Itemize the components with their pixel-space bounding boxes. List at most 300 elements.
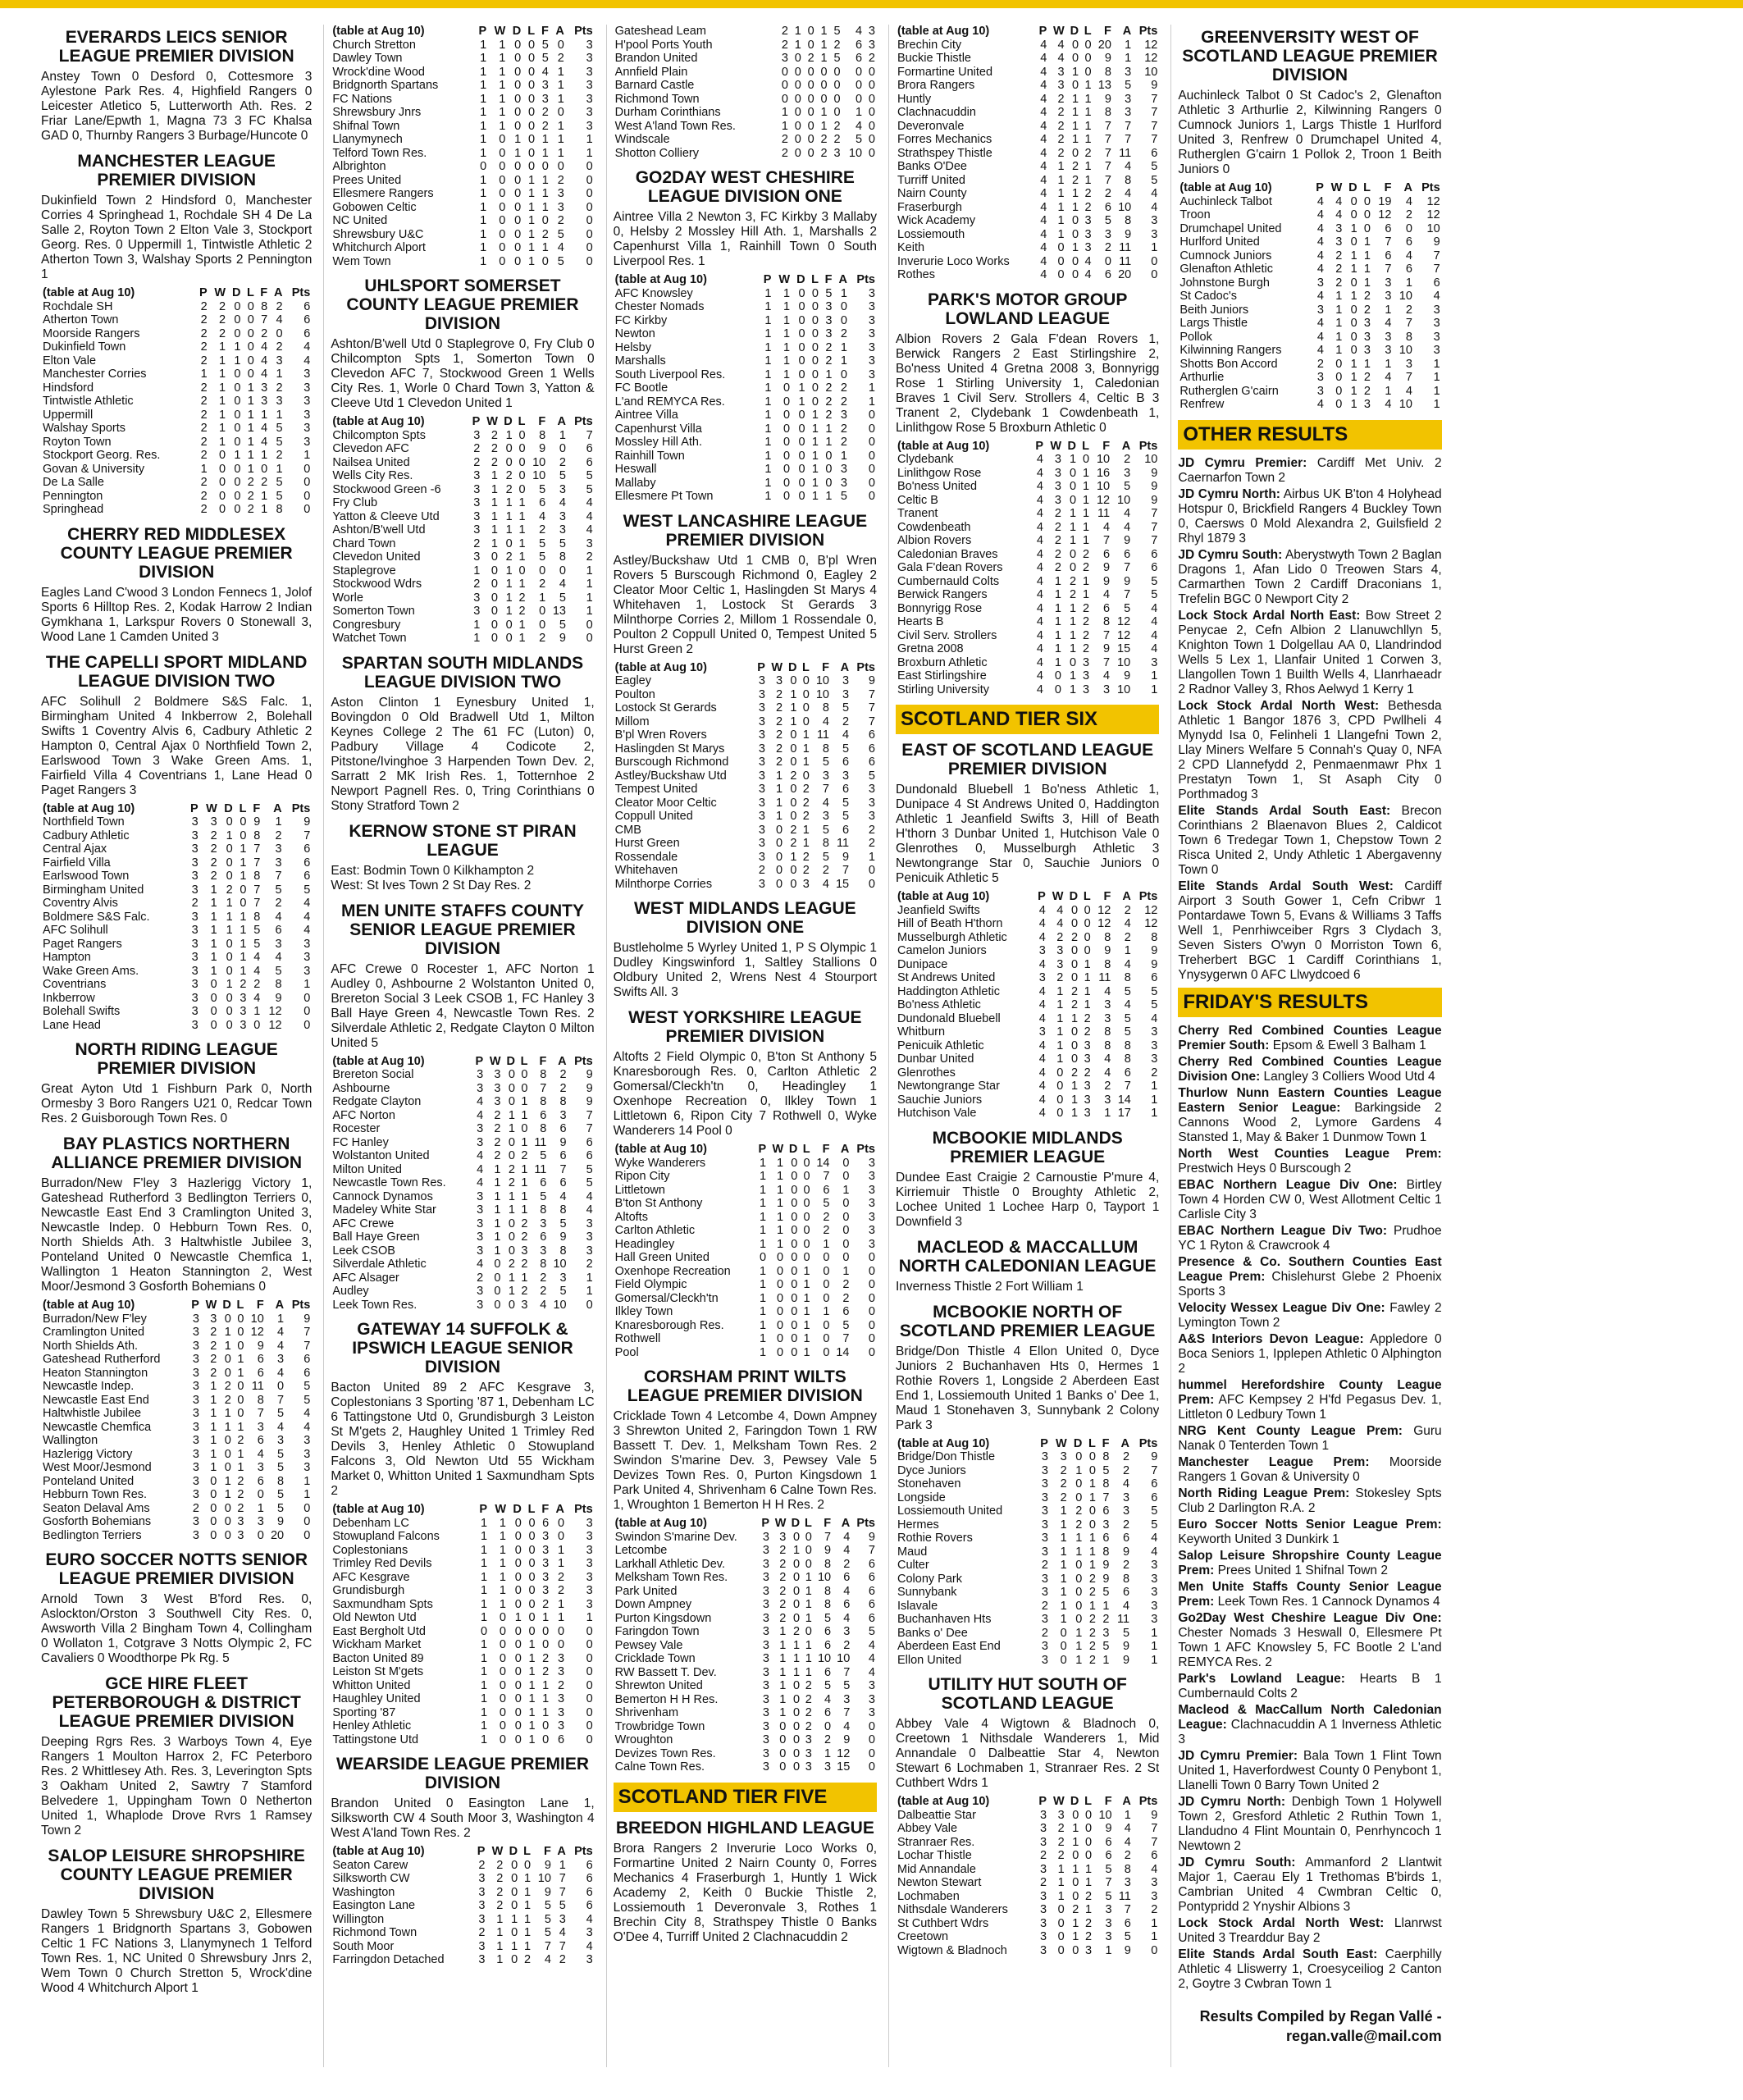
stat-cell: 1: [1057, 1889, 1065, 1903]
stat-cell: 0: [226, 1018, 233, 1032]
stat-cell: 6: [824, 1706, 832, 1719]
stat-cell: 0: [1057, 1903, 1065, 1916]
stat-cell: 3: [1151, 1039, 1158, 1052]
table-header-cell: L: [1088, 1436, 1096, 1450]
stat-cell: 2: [1405, 208, 1412, 221]
stat-cell: 2: [494, 1108, 501, 1122]
table-row: [896, 521, 1159, 535]
league-section: [896, 1675, 1159, 1957]
stat-cell: 2: [1070, 1066, 1079, 1080]
stat-cell: 5: [277, 1447, 285, 1461]
stat-cell: 0: [303, 1528, 311, 1542]
team-name: West Moor/Jesmond: [43, 1461, 152, 1474]
stat-cell: 6: [1433, 276, 1440, 290]
stat-cell: 0: [257, 1488, 264, 1501]
team-name: Bemerton H H Res.: [614, 1692, 719, 1706]
team-name: Littletown: [614, 1183, 665, 1197]
stat-cell: 4: [1151, 1545, 1158, 1559]
league-section: [331, 276, 594, 646]
league-title: GCE HIRE FLEET PETERBOROUGH & DISTRICT LEAGUE PREMIER DIVISION: [52, 1674, 301, 1731]
stat-cell: 7: [1124, 1903, 1131, 1916]
stat-cell: 3: [758, 728, 765, 742]
table-header-cell: D: [512, 25, 522, 38]
team-name: Lochar Thistle: [897, 1849, 972, 1862]
stat-cell: 5: [1124, 1011, 1131, 1025]
stat-cell: 1: [1335, 330, 1343, 344]
stat-cell: 8: [822, 837, 829, 850]
team-name: Dunbar United: [897, 1052, 974, 1066]
stat-cell: 7: [586, 428, 593, 442]
table-header-cell: (table at Aug 10): [43, 1299, 135, 1312]
stat-cell: 1: [803, 1345, 810, 1359]
table-header-cell: A: [557, 1845, 566, 1858]
stat-cell: 3: [1124, 1876, 1131, 1889]
stat-cell: 5: [842, 742, 850, 756]
stat-cell: 1: [1056, 998, 1064, 1011]
table-row: [331, 1652, 594, 1666]
stat-cell: 13: [552, 605, 566, 618]
table-row: [896, 1066, 1159, 1080]
team-name: Hurst Green: [614, 837, 680, 850]
table-row: [614, 756, 877, 769]
table-row: [614, 1531, 877, 1545]
league-results: Inverness Thistle 2 Fort William 1: [896, 1279, 1084, 1294]
stat-cell: 0: [1363, 194, 1371, 208]
stat-cell: 11: [837, 837, 850, 850]
stat-cell: 2: [776, 742, 783, 756]
stat-cell: 2: [200, 354, 208, 368]
stat-cell: 0: [499, 133, 506, 146]
stat-cell: 4: [843, 1530, 851, 1544]
stat-cell: 3: [758, 701, 765, 714]
section-banner: SCOTLAND TIER SIX: [896, 705, 1159, 734]
stat-cell: 2: [276, 449, 283, 462]
league-title: GREENVERSITY WEST OF SCOTLAND LEAGUE PREMIER DIVISION: [1182, 28, 1438, 84]
table-row: [614, 1612, 877, 1626]
team-name: Colony Park: [897, 1572, 962, 1586]
stat-cell: 0: [791, 1318, 798, 1332]
stat-cell: 1: [1335, 303, 1343, 317]
competition-name: Manchester League Prem:: [1178, 1454, 1370, 1469]
team-name: Carlton Athletic: [614, 1224, 696, 1237]
stat-cell: 11: [1119, 146, 1132, 160]
stat-cell: 3: [521, 1298, 528, 1312]
stat-cell: 0: [777, 1291, 784, 1305]
stat-cell: 3: [1056, 944, 1064, 957]
stat-cell: 5: [825, 286, 833, 300]
table-row: [896, 1464, 1159, 1478]
table-header-cell: Pts: [856, 1517, 875, 1530]
stat-cell: 1: [783, 300, 791, 313]
stat-cell: 3: [192, 1488, 199, 1501]
stat-cell: 2: [1088, 1626, 1096, 1640]
table-row: [1178, 317, 1441, 331]
stat-cell: 0: [508, 1149, 515, 1162]
stat-cell: 1: [480, 214, 487, 227]
stat-cell: 1: [1060, 1572, 1067, 1586]
stat-cell: 2: [541, 227, 549, 241]
stat-cell: 1: [491, 496, 498, 509]
stat-cell: 4: [1036, 682, 1043, 696]
league-section: [614, 168, 877, 504]
team-name: Ripon City: [614, 1170, 670, 1183]
stat-cell: 1: [760, 1170, 767, 1183]
stat-cell: 0: [790, 783, 797, 796]
stat-cell: 0: [823, 1251, 830, 1264]
stat-cell: 0: [226, 815, 233, 829]
stat-cell: 9: [544, 1885, 551, 1899]
stat-cell: 0: [523, 1858, 532, 1872]
stat-cell: 2: [200, 326, 208, 340]
stat-cell: 2: [261, 476, 268, 489]
table-header-cell: F: [1103, 890, 1111, 903]
stat-cell: 0: [794, 119, 801, 133]
stat-cell: 13: [1097, 79, 1111, 92]
stat-cell: 7: [544, 1939, 551, 1953]
stat-cell: 5: [1124, 1930, 1131, 1943]
stat-cell: 0: [505, 442, 513, 455]
stat-cell: 9: [868, 1530, 875, 1544]
stat-cell: 9: [1124, 1943, 1131, 1957]
table-row: [614, 1706, 877, 1720]
table-row: [41, 1475, 312, 1489]
stat-cell: 0: [803, 1197, 810, 1210]
stat-cell: 3: [843, 1625, 851, 1638]
stat-cell: 0: [868, 1719, 875, 1733]
stat-cell: 0: [868, 92, 875, 106]
team-name: Nithsdale Wanderers: [897, 1903, 1008, 1916]
stat-cell: 1: [240, 964, 247, 978]
table-row: [896, 39, 1159, 52]
stat-cell: 0: [527, 146, 536, 160]
stat-cell: 2: [192, 1501, 199, 1515]
team-name: Old Newton Utd: [332, 1611, 417, 1624]
table-row: [614, 688, 877, 702]
stat-cell: 0: [807, 79, 814, 92]
stat-cell: 4: [1125, 160, 1132, 173]
stat-cell: 1: [1105, 1943, 1112, 1957]
stat-cell: 1: [1075, 1545, 1083, 1559]
stat-cell: 3: [276, 395, 283, 408]
table-row: [1178, 195, 1441, 209]
team-name: Wick Academy: [897, 214, 976, 227]
stat-cell: 1: [226, 924, 233, 937]
table-row: [896, 561, 1159, 575]
stat-cell: 2: [1060, 1477, 1067, 1491]
stat-cell: 7: [1104, 119, 1111, 133]
stat-cell: 6: [559, 1149, 567, 1162]
stat-cell: 0: [224, 1353, 231, 1366]
stat-cell: 0: [226, 991, 233, 1005]
team-name: Beith Juniors: [1179, 303, 1249, 317]
stat-cell: 1: [499, 1597, 506, 1611]
stat-cell: 2: [247, 503, 254, 516]
table-header-cell: A: [1122, 890, 1131, 903]
stat-cell: 0: [1060, 1626, 1067, 1640]
stat-cell: 3: [1105, 1930, 1112, 1943]
team-name: B'pl Wren Rovers: [614, 728, 707, 742]
team-name: Park United: [614, 1584, 678, 1598]
stat-cell: 1: [557, 146, 564, 160]
team-name: Walshay Sports: [43, 422, 125, 435]
table-row: [896, 1836, 1159, 1850]
table-row: [896, 1052, 1159, 1066]
team-name: Wolstanton United: [332, 1149, 430, 1162]
stat-cell: 0: [528, 1543, 536, 1557]
stat-cell: 1: [586, 591, 593, 605]
stat-cell: 3: [477, 1122, 484, 1135]
stat-cell: 1: [224, 1407, 231, 1420]
table-row: [614, 769, 877, 783]
stat-cell: 9: [1151, 466, 1158, 480]
stat-cell: 0: [798, 327, 805, 340]
stat-cell: 7: [1151, 520, 1158, 534]
stat-cell: 1: [1082, 493, 1090, 507]
stat-cell: 1: [1088, 1545, 1096, 1559]
table-header-cell: Pts: [574, 25, 593, 38]
stat-cell: 3: [805, 1760, 812, 1774]
stat-cell: 0: [783, 436, 791, 449]
results-item: [1178, 1672, 1441, 1701]
competition-name: Salop Leisure Shropshire County League Prem:: [1178, 1548, 1442, 1577]
stat-cell: 1: [219, 381, 226, 395]
stat-cell: 2: [1082, 601, 1090, 615]
stat-cell: 0: [807, 146, 814, 160]
table-row: [896, 1545, 1159, 1559]
stat-cell: 2: [1075, 1518, 1083, 1532]
table-row: [614, 1238, 877, 1252]
stat-cell: 0: [276, 326, 283, 340]
stat-cell: 0: [792, 1733, 801, 1746]
results-item: [1178, 1086, 1441, 1145]
table-row: [41, 395, 312, 409]
stat-cell: 3: [303, 1461, 311, 1474]
stat-cell: 2: [1057, 133, 1065, 146]
stat-cell: 1: [1070, 1011, 1079, 1025]
stat-cell: 3: [868, 340, 875, 354]
stat-cell: 3: [1105, 1903, 1112, 1916]
stat-cell: 1: [764, 409, 772, 422]
team-name: Devizes Town Res.: [614, 1746, 716, 1760]
table-row: [331, 1886, 594, 1900]
team-name: Bridge/Don Thistle: [897, 1450, 996, 1463]
team-name: Dawley Town: [332, 52, 403, 65]
stat-cell: 1: [527, 241, 536, 254]
table-header-row: [331, 1055, 594, 1069]
league-section: [331, 902, 594, 1312]
stat-cell: 0: [1104, 254, 1111, 268]
stat-cell: 4: [1056, 903, 1064, 917]
table-row: [331, 93, 594, 107]
stat-cell: 4: [1036, 615, 1043, 628]
stat-cell: 1: [542, 1611, 550, 1624]
stat-cell: 8: [253, 829, 261, 842]
team-name: Newtongrange Star: [897, 1080, 1000, 1093]
stat-cell: 4: [1316, 194, 1324, 208]
stat-cell: 1: [480, 133, 487, 146]
stat-cell: 4: [1036, 466, 1043, 480]
stat-cell: 1: [542, 1678, 550, 1692]
stat-cell: 3: [840, 409, 847, 422]
team-name: Linlithgow Rose: [897, 466, 982, 480]
team-name: Central Ajax: [43, 842, 107, 856]
stat-cell: 1: [480, 1584, 488, 1597]
stat-cell: 1: [1069, 628, 1077, 642]
stat-cell: 0: [499, 227, 506, 241]
stat-cell: 0: [798, 409, 805, 422]
table-header-cell: (table at Aug 10): [897, 1795, 990, 1808]
stat-cell: 0: [514, 106, 522, 119]
stat-cell: 1: [794, 25, 801, 38]
stat-cell: 4: [1124, 957, 1131, 971]
stat-cell: 0: [234, 395, 241, 408]
stat-cell: 3: [1038, 944, 1046, 957]
stat-cell: 1: [1363, 357, 1371, 371]
stat-cell: 2: [1088, 1640, 1096, 1653]
team-name: East Bergholt Utd: [332, 1624, 426, 1638]
stat-cell: 2: [868, 823, 875, 837]
stat-cell: 0: [514, 200, 522, 214]
stat-cell: 5: [277, 1407, 285, 1420]
competition-name: Park's Lowland League:: [1178, 1671, 1345, 1686]
results-item: [1178, 1178, 1441, 1222]
table-header-row: [331, 1503, 594, 1517]
table-header-cell: F: [541, 25, 549, 38]
stat-cell: 1: [803, 1291, 810, 1305]
stat-cell: 0: [514, 1665, 522, 1678]
stat-cell: 4: [477, 1162, 484, 1176]
table-header-cell: A: [1121, 439, 1131, 453]
team-name: Springhead: [43, 503, 104, 516]
table-row: [614, 381, 877, 395]
stat-cell: 2: [833, 38, 841, 52]
stat-cell: 0: [803, 1210, 810, 1224]
stat-cell: 3: [240, 1018, 247, 1032]
competition-name: JD Cymru North:: [1178, 1794, 1286, 1809]
stat-cell: 2: [1057, 92, 1065, 106]
league-results: Anstey Town 0 Desford 0, Cottesmore 3 Aylestone Park Res. 4, Highfield Rangers 0 Leicester Atletico 5, Lutterworth Ath. Res. 2 Friar Lane/Epwth 1, Magna 73 3 FC Khalsa GAD 0, Thurnby Rangers 3 Burbage/Huncote 0: [41, 70, 313, 143]
stat-cell: 5: [559, 591, 566, 605]
stat-cell: 5: [1105, 1862, 1112, 1876]
stat-cell: 6: [868, 1557, 875, 1571]
table-row: [331, 133, 594, 147]
table-header-cell: P: [758, 1143, 767, 1156]
stat-cell: 0: [792, 1611, 801, 1625]
team-name: Fraserburgh: [897, 200, 962, 214]
stat-cell: 3: [521, 1244, 528, 1258]
stat-cell: 3: [762, 1760, 769, 1774]
stat-cell: 0: [807, 133, 814, 146]
stat-cell: 0: [586, 1638, 593, 1651]
stat-cell: 2: [1102, 1613, 1110, 1626]
table-row: [41, 436, 312, 450]
stat-cell: 1: [521, 1176, 528, 1189]
stat-cell: 0: [224, 1312, 231, 1326]
stat-cell: 1: [496, 1953, 504, 1966]
stat-cell: 1: [557, 79, 564, 92]
team-name: South Moor: [332, 1939, 395, 1953]
team-name: AFC Knowsley: [614, 286, 693, 300]
stat-cell: 2: [1088, 1586, 1096, 1599]
stat-cell: 1: [792, 1544, 801, 1557]
stat-cell: 3: [1041, 1450, 1048, 1463]
league-table: [896, 890, 1159, 1121]
team-name: Millom: [614, 714, 650, 728]
competition-name: EBAC Northern League Div One:: [1178, 1177, 1398, 1192]
league-table: [331, 25, 594, 268]
stat-cell: 6: [1151, 146, 1158, 160]
stat-cell: 3: [868, 1156, 875, 1170]
table-row: [896, 669, 1159, 683]
stat-cell: 4: [277, 1420, 285, 1434]
stat-cell: 2: [779, 1544, 787, 1557]
stat-cell: 0: [1350, 208, 1357, 221]
table-row: [331, 1068, 594, 1082]
stat-cell: 2: [200, 381, 208, 395]
team-name: Farringdon Detached: [332, 1953, 445, 1966]
league-results: Bacton United 89 2 AFC Kesgrave 3, Coplestonians 3 Sporting '87 1, Debenham LC 6 Tattingstone Utd 0, Grundisburgh 3 Leiston St M'gets 2, Haughley United 1 Trimley Red Devils 3, Henley Athletic 0 Stowupland Falcons 3, Old Newton Utd 55 Wickham Market 0, Whitton United 1 Saxmundham Spts 2: [331, 1381, 595, 1498]
table-header-row: [896, 890, 1159, 904]
table-row: [331, 174, 594, 188]
table-header-cell: (table at Aug 10): [332, 1503, 425, 1516]
stat-cell: 3: [586, 1543, 593, 1557]
team-name: Dyce Juniors: [897, 1463, 966, 1477]
league-results: Astley/Buckshaw Utd 1 CMB 0, B'pl Wren Rovers 5 Burscough Richmond 0, Eagley 2 Cleator Moor Celtic 1, Haslingden St Marys 4 Whitehaven 1, Lostock St Gerards 3 Milnthorpe Corries 2, Millom 1 Rossendale 0, Poulton 2 Coppull United 0, Tempest United 5 Hurst Green 2: [613, 553, 877, 656]
stat-cell: 1: [1363, 249, 1371, 262]
stat-cell: 3: [477, 1135, 484, 1149]
stat-cell: 1: [480, 1719, 488, 1732]
team-name: Grundisburgh: [332, 1584, 405, 1597]
stat-cell: 0: [783, 463, 791, 476]
competition-results: Leek Town Res. 1 Cannock Dynamos 4: [1214, 1594, 1440, 1609]
stat-cell: 3: [277, 1353, 285, 1366]
stat-cell: 6: [1103, 547, 1111, 561]
league-results: AFC Solihull 2 Boldmere S&S Falc. 1, Birmingham United 4 Inkberrow 2, Bolehall Swifts 1 Coventry Alvis 6, Cadbury Athletic 2 Hampton 0, Central Ajax 0 Northfield Town 2, Earlswood Town 3 Wake Green Ams. 1, Fairfield Villa 4 Coventrians 1, Lane Head 0 Paget Rangers 3: [41, 694, 313, 797]
team-name: Auchinleck Talbot: [1179, 194, 1272, 208]
stat-cell: 3: [191, 978, 198, 991]
table-row: [41, 1448, 312, 1462]
stat-cell: 2: [842, 1278, 850, 1291]
stat-cell: 2: [521, 1285, 528, 1298]
team-name: Albrighton: [332, 160, 386, 173]
team-name: Saxmundham Spts: [332, 1597, 433, 1611]
competition-name: North West Counties League Prem:: [1178, 1146, 1442, 1161]
stat-cell: 3: [805, 1746, 812, 1760]
table-header-cell: W: [771, 660, 783, 674]
stat-cell: 0: [494, 1285, 501, 1298]
stat-cell: 3: [1038, 971, 1046, 984]
stat-cell: 0: [499, 160, 506, 173]
stat-cell: 2: [1070, 930, 1079, 944]
table-row: [331, 39, 594, 52]
stat-cell: 5: [1124, 984, 1131, 998]
table-header-row: [614, 661, 877, 675]
stat-cell: 1: [480, 1732, 488, 1746]
table-header-cell: (table at Aug 10): [332, 415, 425, 428]
stat-cell: 2: [781, 133, 788, 146]
table-row: [896, 1654, 1159, 1668]
stat-cell: 1: [764, 449, 772, 463]
stat-cell: 8: [275, 978, 282, 991]
stat-cell: 0: [868, 1332, 875, 1345]
stat-cell: 0: [868, 422, 875, 436]
stat-cell: 3: [192, 1420, 199, 1434]
table-header-cell: P: [198, 286, 208, 299]
stat-cell: 11: [1119, 241, 1132, 254]
table-row: [331, 1544, 594, 1558]
stat-cell: 0: [783, 476, 791, 490]
results-item: [1178, 487, 1441, 546]
